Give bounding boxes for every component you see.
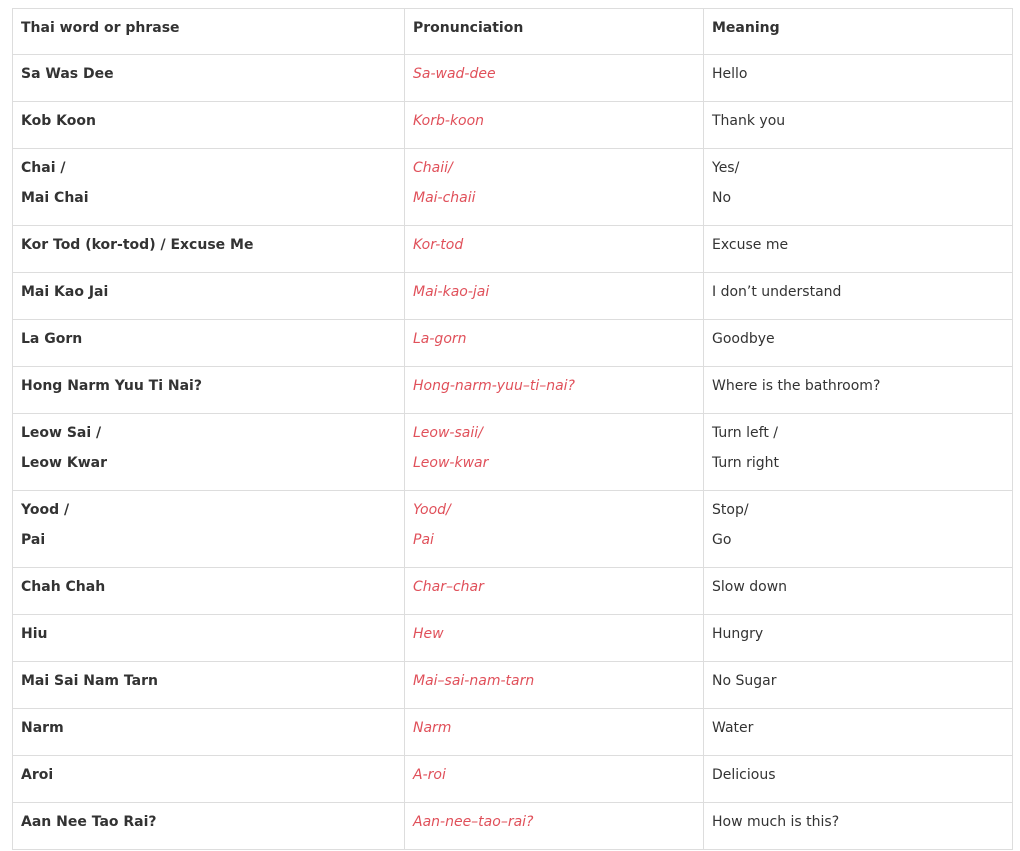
cell-pronunciation — [405, 414, 704, 491]
cell-thai-phrase-text: Chah Chah — [21, 579, 106, 595]
cell-meaning — [704, 367, 1013, 414]
table-row — [13, 55, 1013, 102]
cell-meaning — [704, 662, 1013, 709]
cell-pronunciation-text: Kor-tod — [413, 237, 464, 253]
cell-pronunciation — [405, 568, 704, 615]
table-row — [13, 491, 1013, 568]
cell-meaning — [704, 149, 1013, 226]
cell-thai-phrase — [13, 615, 405, 662]
cell-meaning — [704, 226, 1013, 273]
cell-thai-phrase-text: Sa Was Dee — [21, 66, 114, 82]
cell-thai-phrase-text: Chai / — [21, 160, 66, 176]
cell-meaning-text: Thank you — [712, 113, 786, 129]
cell-meaning-text: No Sugar — [712, 673, 777, 689]
table-row — [13, 367, 1013, 414]
cell-meaning — [704, 709, 1013, 756]
cell-pronunciation-text: Korb-koon — [413, 113, 485, 129]
cell-thai-phrase — [13, 226, 405, 273]
table-header-row — [13, 9, 1013, 55]
table-row — [13, 709, 1013, 756]
cell-pronunciation — [405, 273, 704, 320]
cell-pronunciation — [405, 491, 704, 568]
cell-thai-phrase-text: Mai Chai — [21, 190, 89, 206]
cell-thai-phrase-text: Yood / — [21, 502, 70, 518]
cell-pronunciation-text: Chaii/ — [413, 160, 453, 176]
cell-pronunciation — [405, 662, 704, 709]
cell-pronunciation — [405, 226, 704, 273]
cell-meaning-text: No — [712, 190, 732, 206]
cell-pronunciation-text: Pai — [413, 532, 434, 548]
cell-meaning-text: Where is the bathroom? — [712, 378, 881, 394]
cell-pronunciation-text: Sa-wad-dee — [413, 66, 496, 82]
cell-pronunciation — [405, 615, 704, 662]
table-row — [13, 320, 1013, 367]
cell-meaning-text: I don’t understand — [712, 284, 842, 300]
cell-thai-phrase — [13, 102, 405, 149]
cell-meaning-text: Turn right — [712, 455, 780, 471]
table-row — [13, 149, 1013, 226]
cell-meaning — [704, 803, 1013, 850]
cell-meaning-text: Yes/ — [712, 160, 740, 176]
cell-meaning — [704, 568, 1013, 615]
table-row — [13, 273, 1013, 320]
cell-thai-phrase-text: Leow Sai / — [21, 425, 102, 441]
table-row — [13, 803, 1013, 850]
cell-thai-phrase-text: Hong Narm Yuu Ti Nai? — [21, 378, 202, 394]
cell-thai-phrase-text: La Gorn — [21, 331, 83, 347]
cell-meaning-text: Goodbye — [712, 331, 775, 347]
cell-thai-phrase-text: Aan Nee Tao Rai? — [21, 814, 157, 830]
cell-pronunciation — [405, 756, 704, 803]
cell-meaning-text: Excuse me — [712, 237, 789, 253]
cell-meaning-text: Slow down — [712, 579, 788, 595]
cell-thai-phrase — [13, 55, 405, 102]
cell-meaning-text: How much is this? — [712, 814, 840, 830]
table-row — [13, 568, 1013, 615]
cell-meaning-text: Turn left / — [712, 425, 778, 441]
table-row — [13, 226, 1013, 273]
cell-pronunciation-text: Yood/ — [413, 502, 451, 518]
cell-thai-phrase-text: Leow Kwar — [21, 455, 107, 471]
cell-pronunciation-text: Hong-narm-yuu–ti–nai? — [413, 378, 575, 394]
cell-meaning-text: Hello — [712, 66, 748, 82]
table-row — [13, 756, 1013, 803]
cell-thai-phrase — [13, 803, 405, 850]
cell-pronunciation-text: Mai–sai-nam-tarn — [413, 673, 535, 689]
cell-meaning — [704, 414, 1013, 491]
cell-meaning-text: Water — [712, 720, 754, 736]
cell-thai-phrase-text: Hiu — [21, 626, 48, 642]
cell-thai-phrase — [13, 414, 405, 491]
table-row — [13, 615, 1013, 662]
cell-thai-phrase — [13, 568, 405, 615]
cell-pronunciation-text: A-roi — [413, 767, 446, 783]
phrase-table-container — [12, 8, 1012, 850]
cell-pronunciation — [405, 803, 704, 850]
table-row — [13, 414, 1013, 491]
table-row — [13, 102, 1013, 149]
cell-thai-phrase — [13, 662, 405, 709]
cell-thai-phrase — [13, 709, 405, 756]
cell-thai-phrase — [13, 491, 405, 568]
cell-thai-phrase-text: Mai Sai Nam Tarn — [21, 673, 158, 689]
cell-meaning — [704, 491, 1013, 568]
cell-pronunciation-text: Mai-chaii — [413, 190, 476, 206]
cell-pronunciation-text: Mai-kao-jai — [413, 284, 490, 300]
cell-pronunciation-text: Hew — [413, 626, 444, 642]
cell-meaning-text: Hungry — [712, 626, 764, 642]
table-body — [13, 55, 1013, 850]
column-header-meaning: Meaning — [704, 9, 1013, 55]
cell-pronunciation-text: Leow-saii/ — [413, 425, 483, 441]
cell-pronunciation — [405, 102, 704, 149]
cell-meaning — [704, 273, 1013, 320]
cell-thai-phrase — [13, 320, 405, 367]
cell-meaning-text: Stop/ — [712, 502, 749, 518]
cell-thai-phrase — [13, 273, 405, 320]
column-header-thai: Thai word or phrase — [13, 9, 405, 55]
cell-meaning-text: Delicious — [712, 767, 776, 783]
cell-pronunciation-text: Narm — [413, 720, 452, 736]
column-header-pronunciation: Pronunciation — [405, 9, 704, 55]
cell-pronunciation-text: Char–char — [413, 579, 484, 595]
cell-pronunciation — [405, 149, 704, 226]
cell-pronunciation — [405, 55, 704, 102]
cell-pronunciation — [405, 709, 704, 756]
cell-thai-phrase — [13, 367, 405, 414]
cell-thai-phrase-text: Narm — [21, 720, 64, 736]
cell-thai-phrase — [13, 149, 405, 226]
cell-pronunciation — [405, 367, 704, 414]
cell-thai-phrase-text: Kor Tod (kor-tod) / Excuse Me — [21, 237, 254, 253]
thai-phrases-table — [12, 8, 1013, 850]
cell-pronunciation-text: Leow-kwar — [413, 455, 489, 471]
cell-meaning — [704, 102, 1013, 149]
cell-thai-phrase-text: Pai — [21, 532, 46, 548]
cell-thai-phrase — [13, 756, 405, 803]
cell-pronunciation-text: Aan-nee–tao–rai? — [413, 814, 534, 830]
cell-thai-phrase-text: Kob Koon — [21, 113, 96, 129]
cell-meaning-text: Go — [712, 532, 732, 548]
cell-meaning — [704, 756, 1013, 803]
cell-meaning — [704, 55, 1013, 102]
table-row — [13, 662, 1013, 709]
cell-meaning — [704, 320, 1013, 367]
cell-meaning — [704, 615, 1013, 662]
cell-thai-phrase-text: Mai Kao Jai — [21, 284, 109, 300]
cell-thai-phrase-text: Aroi — [21, 767, 54, 783]
cell-pronunciation-text: La-gorn — [413, 331, 467, 347]
cell-pronunciation — [405, 320, 704, 367]
